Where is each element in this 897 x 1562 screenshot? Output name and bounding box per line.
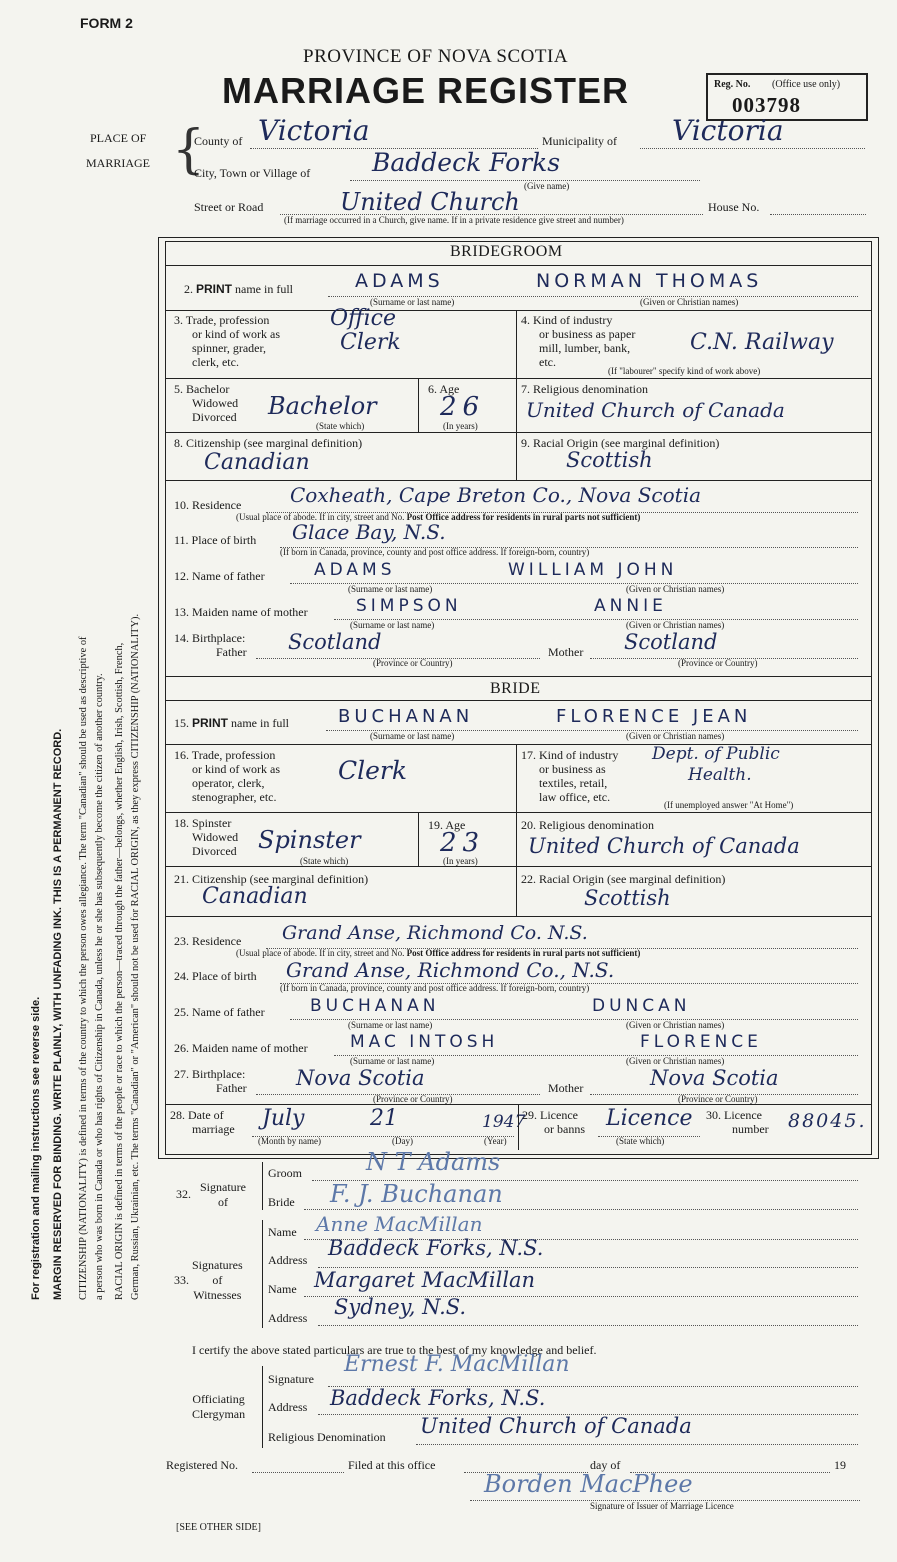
give-name-caption: (Give name) <box>524 181 570 191</box>
surname-caption: (Surname or last name) <box>348 584 433 594</box>
f10-label: 10. Residence <box>174 498 242 512</box>
surname-caption: (Surname or last name) <box>350 620 435 630</box>
f27-mother-label: Mother <box>548 1081 584 1095</box>
f8-label: 8. Citizenship (see marginal definition) <box>174 436 363 450</box>
house-label: House No. <box>708 200 760 214</box>
f23-label: 23. Residence <box>174 934 242 948</box>
groom-industry: C.N. Railway <box>690 330 834 355</box>
f24-caption: (If born in Canada, province, county and post office address. If foreign-born, country) <box>280 983 590 993</box>
month-caption: (Month by name) <box>258 1136 321 1146</box>
w2-name-label: Name <box>268 1282 297 1296</box>
f33-number: 33. <box>174 1273 189 1287</box>
bridegroom-heading: BRIDEGROOM <box>450 243 563 260</box>
f9-label: 9. Racial Origin (see marginal definition) <box>521 436 720 450</box>
witness1-name: Anne MacMillan <box>316 1212 483 1236</box>
bride-birthplace: Grand Anse, Richmond Co., N.S. <box>286 958 615 982</box>
bride-racial-origin: Scottish <box>584 886 671 910</box>
bride-surname: BUCHANAN <box>338 706 474 727</box>
given-caption: (Given or Christian names) <box>626 1020 725 1030</box>
margin-citizenship-def: CITIZENSHIP (NATIONALITY) is defined in terms of the country to which the person owes allegiance. The term "Canadian" should be used as descriptive of <box>78 636 89 1300</box>
street-caption: (If marriage occurred in a Church, give name. If in a private residence give street and number) <box>284 215 624 225</box>
f17-label: 17. Kind of industry or business as textiles, retail, law office, etc. <box>521 748 619 804</box>
f24-label: 24. Place of birth <box>174 969 257 983</box>
bride-status: Spinster <box>258 826 361 854</box>
given-caption: (Given or Christian names) <box>626 620 725 630</box>
groom-residence: Coxheath, Cape Breton Co., Nova Scotia <box>290 483 702 507</box>
certify-statement: I certify the above stated particulars are true to the best of my knowledge and belief. <box>192 1343 597 1357</box>
reg-label: Reg. No. <box>714 79 751 90</box>
licence-number: 88045. <box>788 1110 867 1132</box>
witness1-address: Baddeck Forks, N.S. <box>328 1236 544 1260</box>
margin-instructions: For registration and mailing instructions see reverse side. <box>30 996 42 1300</box>
f30-label: 30. Licence number <box>706 1108 769 1136</box>
bride-religion: United Church of Canada <box>528 834 800 858</box>
f5-label: 5. Bachelor Widowed Divorced <box>174 382 239 424</box>
f11-caption: (If born in Canada, province, county and post office address. If foreign-born, country) <box>280 547 590 557</box>
reg-office-use: (Office use only) <box>772 79 841 90</box>
margin-binding-notice: MARGIN RESERVED FOR BINDING. WRITE PLAINLY, WITH UNFADING INK. THIS IS A PERMANENT RECORD. <box>52 728 64 1300</box>
street-value: United Church <box>340 188 520 216</box>
w2-address-label: Address <box>268 1311 308 1325</box>
groom-father-birthplace: Scotland <box>288 630 382 654</box>
county-value: Victoria <box>258 114 370 147</box>
f23-caption: (Usual place of abode. If in city, street and No. Post Office address for residents in rural parts not sufficient) <box>236 948 641 958</box>
prov-country-caption: (Province or Country) <box>678 1094 758 1104</box>
bride-heading: BRIDE <box>490 680 541 697</box>
marriage-day: 21 <box>370 1106 398 1131</box>
filed-label: Filed at this office <box>348 1458 436 1472</box>
groom-citizenship: Canadian <box>204 450 310 475</box>
prov-country-caption: (Province or Country) <box>373 658 453 668</box>
f19-label: 19. Age <box>428 818 466 832</box>
f12-label: 12. Name of father <box>174 569 265 583</box>
surname-caption: (Surname or last name) <box>350 1056 435 1066</box>
f27-father-label: Father <box>216 1081 247 1095</box>
f13-label: 13. Maiden name of mother <box>174 605 308 619</box>
clergy-address: Baddeck Forks, N.S. <box>330 1386 546 1410</box>
f20-label: 20. Religious denomination <box>521 818 654 832</box>
year-caption: (Year) <box>484 1136 507 1146</box>
bride-given-names: FLORENCE JEAN <box>556 706 752 727</box>
f4-caption: (If "labourer" specify kind of work above) <box>608 366 761 376</box>
groom-trade: Office Clerk <box>330 306 401 355</box>
prov-country-caption: (Province or Country) <box>678 658 758 668</box>
groom-state-which: (State which) <box>316 421 365 431</box>
see-other-side: [SEE OTHER SIDE] <box>176 1522 261 1533</box>
groom-mother-surname: SIMPSON <box>356 596 462 616</box>
bride-father-given: DUNCAN <box>592 996 691 1016</box>
f3-label: 3. Trade, profession or kind of work as spinner, grader, clerk, etc. <box>174 313 280 369</box>
surname-caption: (Surname or last name) <box>370 731 455 741</box>
witness2-name: Margaret MacMillan <box>314 1268 536 1292</box>
surname-caption: (Surname or last name) <box>370 297 455 307</box>
groom-birthplace: Glace Bay, N.S. <box>292 520 446 544</box>
street-label: Street or Road <box>194 200 264 214</box>
groom-mother-given: ANNIE <box>594 596 667 616</box>
margin-racial-def2: German, Russian, Ukrainian, etc. The terms "Canadian" or "American" should not be used for RACIAL ORIGIN, as they express CITIZENSHIP (NATIONALITY). <box>130 613 141 1300</box>
bride-state-which: (State which) <box>300 856 349 866</box>
bride-age: 23 <box>440 828 486 858</box>
marriage-month: July <box>262 1106 305 1131</box>
clergy-address-label: Address <box>268 1400 308 1414</box>
prov-country-caption: (Province or Country) <box>373 1094 453 1104</box>
province-heading: PROVINCE OF NOVA SCOTIA <box>303 46 569 67</box>
f22-label: 22. Racial Origin (see marginal definition) <box>521 872 726 886</box>
municipality-label: Municipality of <box>542 134 617 148</box>
bride-in-years: (In years) <box>443 856 478 866</box>
given-caption: (Given or Christian names) <box>640 297 739 307</box>
municipality-value: Victoria <box>672 114 784 147</box>
city-value: Baddeck Forks <box>372 148 561 177</box>
f21-label: 21. Citizenship (see marginal definition) <box>174 872 369 886</box>
groom-father-surname: ADAMS <box>314 560 396 580</box>
licence-state-caption: (State which) <box>616 1136 665 1146</box>
groom-mother-birthplace: Scotland <box>624 630 718 654</box>
f11-label: 11. Place of birth <box>174 533 257 547</box>
year-19-label: 19 <box>834 1458 846 1472</box>
form-label: FORM 2 <box>80 15 133 31</box>
given-caption: (Given or Christian names) <box>626 731 725 741</box>
day-of-label: day of <box>590 1458 621 1472</box>
bride-trade: Clerk <box>338 756 408 785</box>
bride-father-surname: BUCHANAN <box>310 996 440 1016</box>
f7-label: 7. Religious denomination <box>521 382 648 396</box>
given-caption: (Given or Christian names) <box>626 1056 725 1066</box>
clergy-signature: Ernest F. MacMillan <box>344 1352 570 1377</box>
f16-label: 16. Trade, profession or kind of work as operator, clerk, stenographer, etc. <box>174 748 280 804</box>
f29-label: 29. Licence or banns <box>522 1108 585 1136</box>
f28-label: 28. Date of marriage <box>170 1108 235 1136</box>
f17-caption: (If unemployed answer "At Home") <box>664 800 794 810</box>
witnesses-label: Signatures of Witnesses <box>192 1258 243 1302</box>
clergy-signature-label: Signature <box>268 1372 314 1386</box>
bride-mother-birthplace: Nova Scotia <box>650 1066 779 1090</box>
groom-in-years: (In years) <box>443 421 478 431</box>
groom-signature: N T Adams <box>366 1148 501 1176</box>
f10-caption: (Usual place of abode. If in city, street and No. Post Office address for residents in rural parts not sufficient) <box>236 512 641 522</box>
bride-father-birthplace: Nova Scotia <box>296 1066 425 1090</box>
margin-citizenship-def2: a person who was born in Canada or who has rights of Citizenship in Canada, unless he or she has subsequently become the citizen of another country. <box>94 673 105 1300</box>
issuer-caption: Signature of Issuer of Marriage Licence <box>590 1501 734 1511</box>
groom-surname: ADAMS <box>355 270 444 292</box>
bride-sig-label: Bride <box>268 1195 295 1209</box>
groom-status: Bachelor <box>268 392 377 420</box>
f18-label: 18. Spinster Widowed Divorced <box>174 816 239 858</box>
margin-racial-def: RACIAL ORIGIN is defined in terms of the people or race to which the person—traced through the father—belongs, whether English, Irish, Scottish, French, <box>114 642 125 1300</box>
city-label: City, Town or Village of <box>194 166 311 180</box>
bride-mother-given: FLORENCE <box>640 1032 762 1052</box>
registered-no-label: Registered No. <box>166 1458 238 1472</box>
f25-label: 25. Name of father <box>174 1005 265 1019</box>
bride-industry: Dept. of Public Health. <box>652 744 780 785</box>
f32-number: 32. <box>176 1187 191 1201</box>
groom-racial-origin: Scottish <box>566 448 653 472</box>
f4-label: 4. Kind of industry or business as paper mill, lumber, bank, etc. <box>521 313 636 369</box>
clergy-religion: United Church of Canada <box>420 1414 692 1438</box>
day-caption: (Day) <box>392 1136 413 1146</box>
bride-residence: Grand Anse, Richmond Co. N.S. <box>282 922 588 944</box>
reg-number: 003798 <box>732 93 801 117</box>
w1-address-label: Address <box>268 1253 308 1267</box>
county-label: County of <box>194 134 243 148</box>
f26-label: 26. Maiden name of mother <box>174 1041 308 1055</box>
groom-age: 26 <box>440 392 486 422</box>
bride-mother-surname: MAC INTOSH <box>350 1032 499 1052</box>
officiating-label: Officiating Clergyman <box>192 1392 246 1421</box>
w1-name-label: Name <box>268 1225 297 1239</box>
page-title: MARRIAGE REGISTER <box>222 70 630 111</box>
groom-given-names: NORMAN THOMAS <box>536 270 763 292</box>
f15-label: 15. PRINT name in full <box>174 716 289 730</box>
signature-of-label: Signature of <box>200 1180 246 1209</box>
f6-label: 6. Age <box>428 382 460 396</box>
marriage-label: MARRIAGE <box>86 156 151 170</box>
f2-label: 2. PRINT name in full <box>184 282 293 296</box>
f27-label: 27. Birthplace: <box>174 1067 246 1081</box>
witness2-address: Sydney, N.S. <box>334 1295 467 1319</box>
given-caption: (Given or Christian names) <box>626 584 725 594</box>
licence-or-banns: Licence <box>606 1106 693 1131</box>
surname-caption: (Surname or last name) <box>348 1020 433 1030</box>
f14-father-label: Father <box>216 645 247 659</box>
groom-sig-label: Groom <box>268 1166 302 1180</box>
groom-religion: United Church of Canada <box>526 398 785 422</box>
groom-father-given: WILLIAM JOHN <box>508 560 678 580</box>
brace: { <box>172 120 206 180</box>
marriage-year: 1947 <box>482 1112 526 1132</box>
bride-signature: F. J. Buchanan <box>330 1180 503 1208</box>
clergy-religion-label: Religious Denomination <box>268 1430 386 1444</box>
bride-citizenship: Canadian <box>202 884 308 909</box>
f14-mother-label: Mother <box>548 645 584 659</box>
place-of-label: PLACE OF <box>90 131 147 145</box>
f14-label: 14. Birthplace: <box>174 631 246 645</box>
issuer-signature: Borden MacPhee <box>484 1470 693 1498</box>
